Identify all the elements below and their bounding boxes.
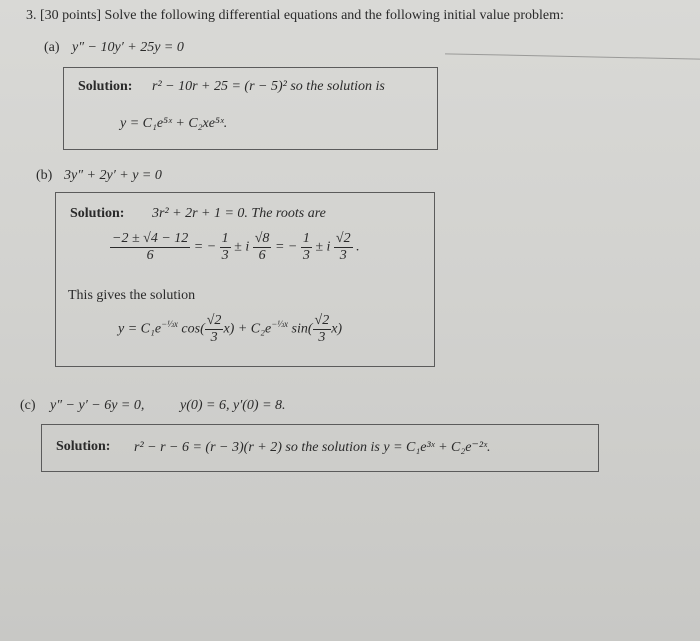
part-c-solution-label: Solution: <box>56 439 111 454</box>
part-c-initial-values: y(0) = 6, y′(0) = 8. <box>180 398 286 413</box>
part-b-solution-label: Solution: <box>70 206 125 221</box>
part-b-solution-text: 3r² + 2r + 1 = 0. The roots are <box>152 206 326 221</box>
roots-fraction-quadratic: $\frac{-2 \pm √4 - 12}{6}$ <box>112 231 189 263</box>
part-b-general-solution: $y = C_1e^{-\frac{1}{3}x}$ cos( $\frac{√2}{3}$ $x) + C_2e^{-\frac{1}{3}x}$ sin( $\frac{√2}{3}$ x) <box>118 313 343 345</box>
part-a-solution-text: r² − 10r + 25 = (r − 5)² so the solution is <box>152 79 385 94</box>
part-c-solution-box <box>41 424 599 472</box>
roots-fraction-imag: $\frac{√8}{6}$ <box>254 231 270 263</box>
part-a-solution-label: Solution: <box>78 79 133 94</box>
problem-header: 3. [30 points] Solve the following differential equations and the following initial value problem: <box>26 8 564 23</box>
part-c-label: (c) <box>20 398 36 413</box>
part-b-equation: 3y″ + 2y′ + y = 0 <box>64 168 162 183</box>
part-c-equation: y″ − y′ − 6y = 0, <box>50 398 145 413</box>
part-b-gives-text: This gives the solution <box>68 288 196 303</box>
part-b-roots: $\frac{-2 \pm √4 - 12}{6}$ = − $\frac{1}{3}$ ± i $\frac{√8}{6}$ = − $\frac{1}{3}$ ± i $\frac{√2}{3}$ . <box>112 231 360 263</box>
roots-fraction-real: $\frac{1}{3}$ <box>221 231 229 263</box>
part-a-equation: y″ − 10y′ + 25y = 0 <box>72 40 184 55</box>
part-a-solution-box <box>63 67 438 150</box>
cos-fraction: $\frac{√2}{3}$ <box>206 313 222 345</box>
part-b-label: (b) <box>36 168 53 183</box>
part-a-label: (a) <box>44 40 60 55</box>
part-a-answer: y = C₁e⁵ˣ + C₂xe⁵ˣ. <box>120 116 228 131</box>
roots-fraction-imag-simplified: $\frac{√2}{3}$ <box>335 231 351 263</box>
sin-fraction: $\frac{√2}{3}$ <box>314 313 330 345</box>
paper-rule-line <box>445 53 700 59</box>
part-c-solution-text: r² − r − 6 = (r − 3)(r + 2) so the solution is y = C₁e³ˣ + C₂e⁻²ˣ. <box>134 440 491 455</box>
part-b-solution-box <box>55 192 435 367</box>
roots-fraction-real-simplified: $\frac{1}{3}$ <box>302 231 310 263</box>
